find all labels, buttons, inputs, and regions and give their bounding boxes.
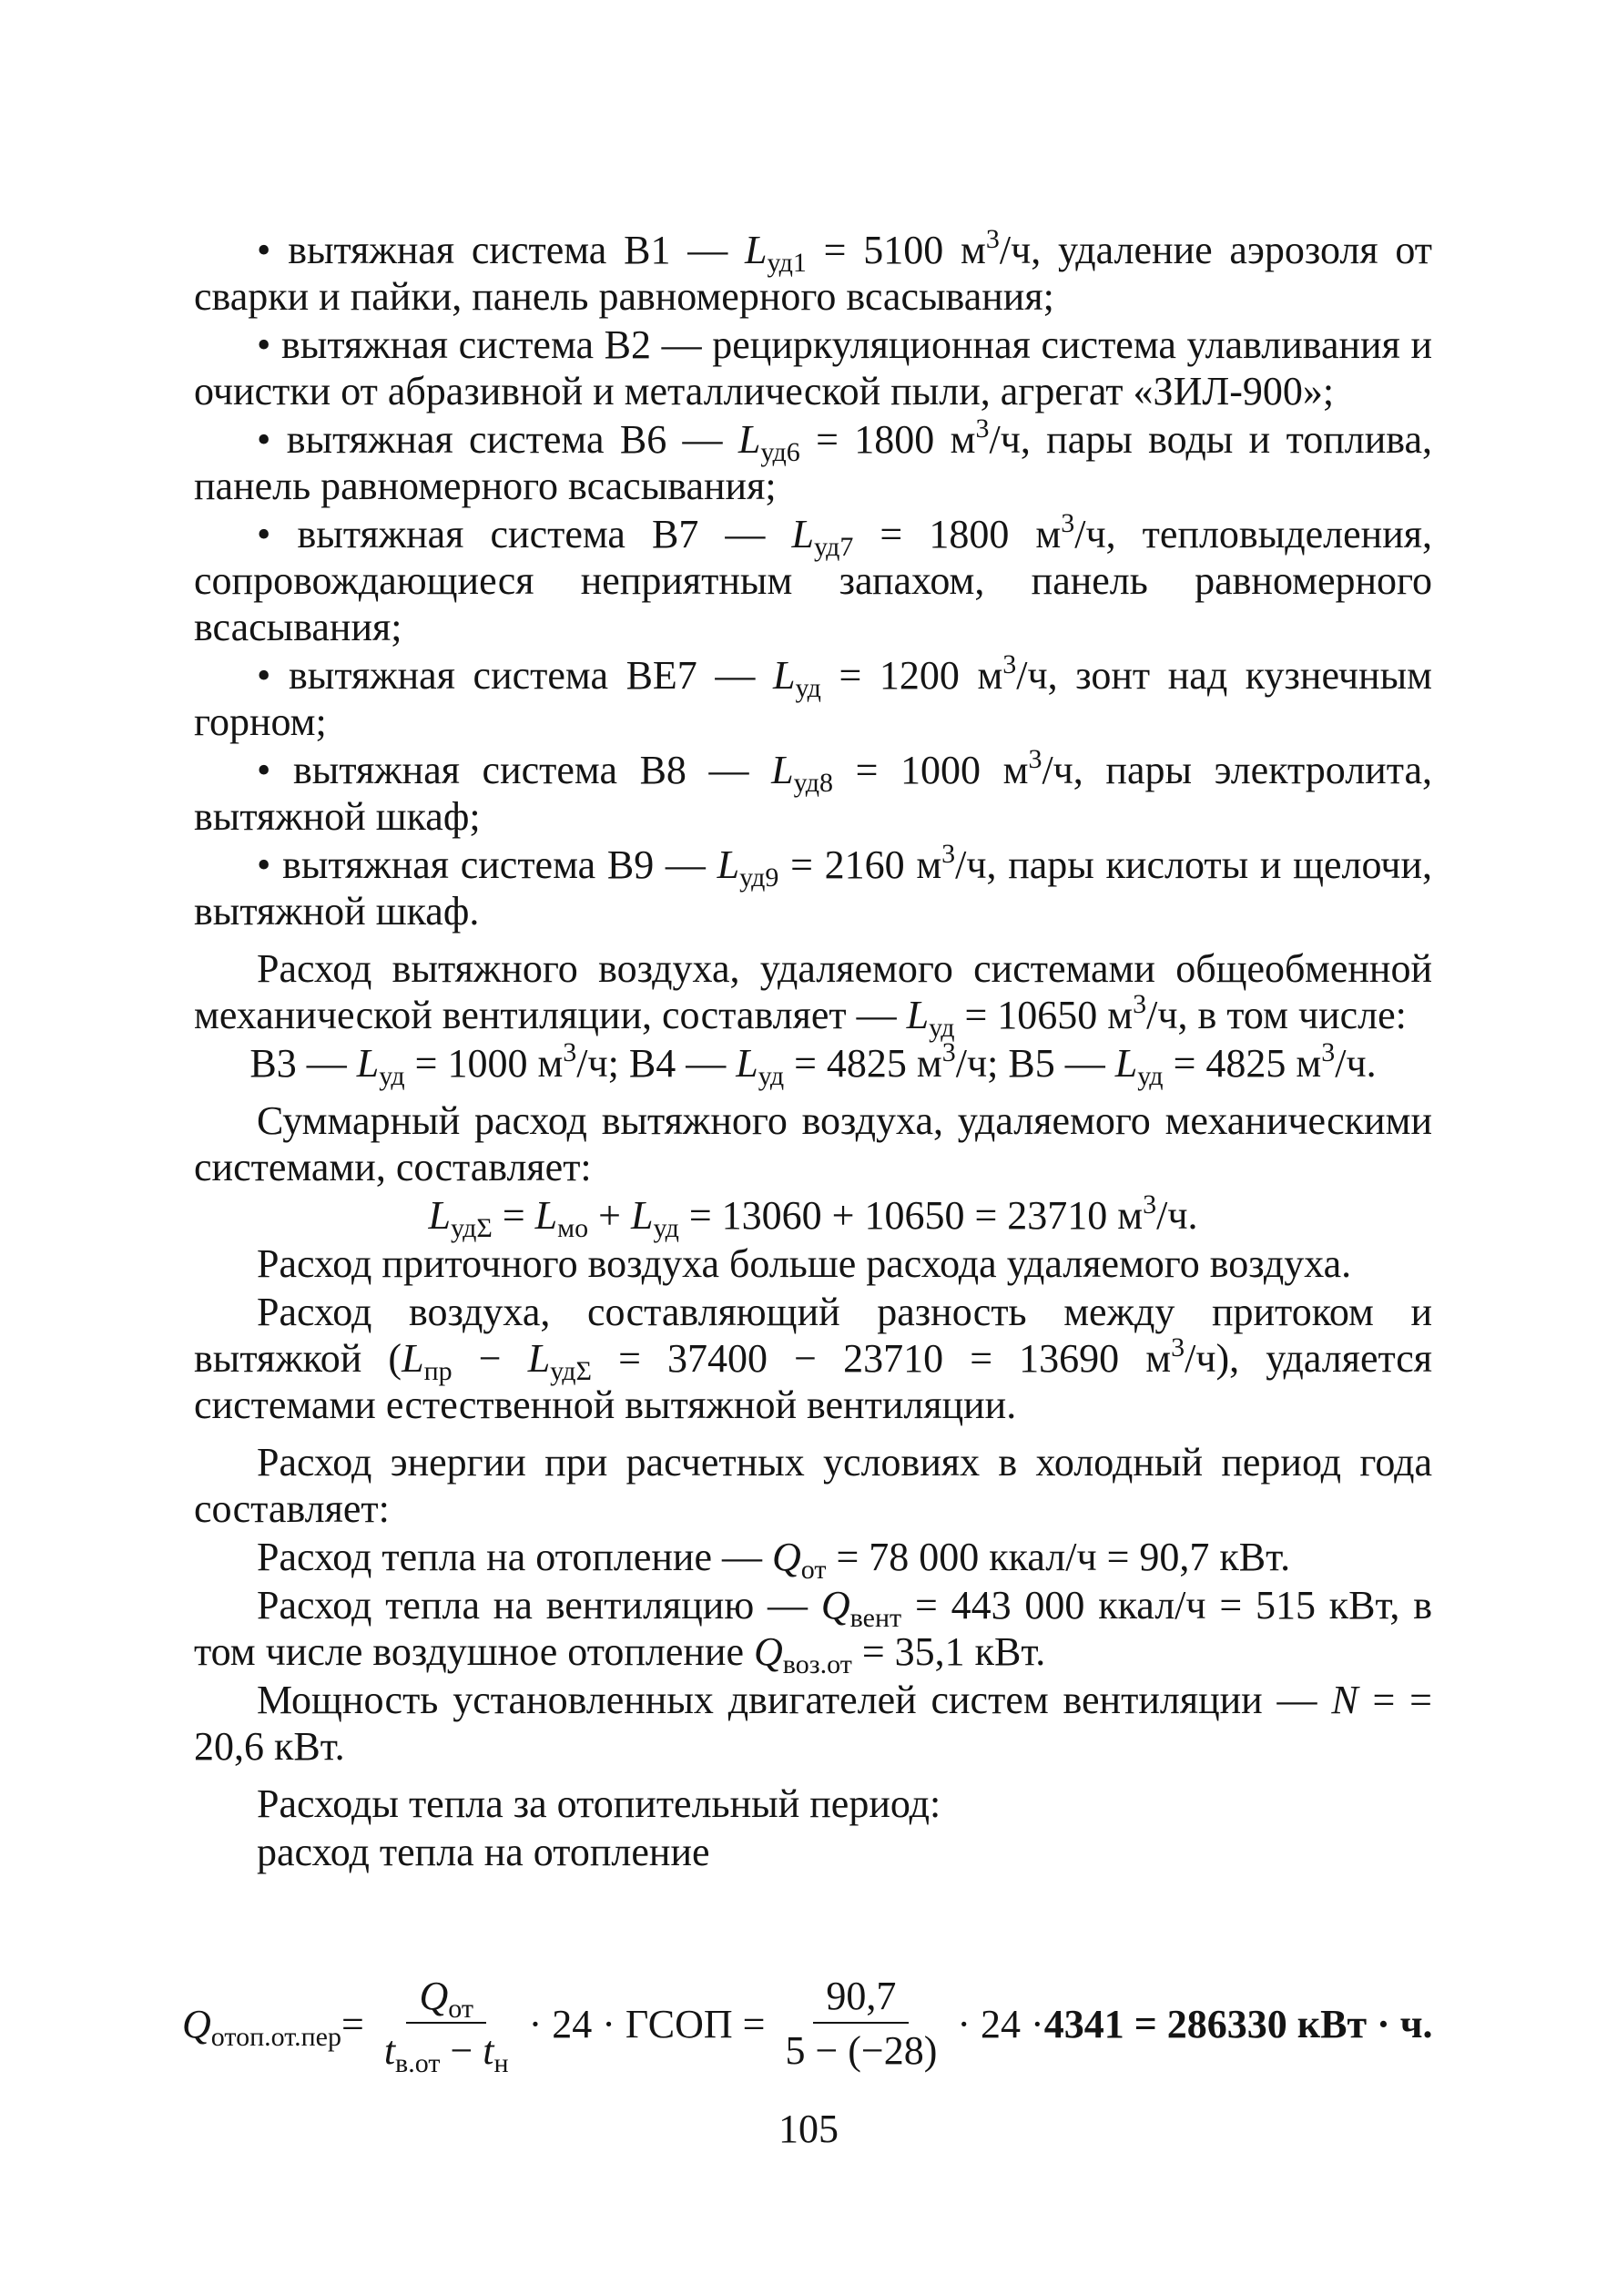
fraction-numeric: $\frac{90,7}{5 - (-28)}$ <box>785 1974 938 2073</box>
list-item: • вытяжная система В1 — $L_{уд1} = 5100$ $м^3/ч$, удаление аэрозоля от сварки и пайки, панель равномерного всасывания; <box>194 224 1432 319</box>
paragraph: Мощность установленных двигателей систем вентиляции — N = = 20,6 кВт. <box>194 1678 1432 1769</box>
paragraph: Расход тепла на вентиляцию — $Q_{вент} = 443$ 000 ккал/ч = 515 кВт, в том числе воздушное отопление $Q_{воз.от} = 35,1$ кВт. <box>194 1583 1432 1679</box>
text-column <box>194 224 1433 1877</box>
list-item: • вытяжная система В7 — $L_{уд7} = 1800$ $м^3/ч$, тепловыделения, сопровождающиеся неприятным запахом, панель равномерного всасывания; <box>194 508 1432 649</box>
paragraph: Расход энергии при расчетных условиях в холодный период года составляет: <box>194 1440 1432 1531</box>
paragraph: Расход воздуха, составляющий разность между притоком и вытяжкой ($L_{пр} - L_{уд\Sigma} = 37400 - 23710 = 13690$ $м^3/ч$), удаляется системами естественной вытяжной вентиляции. <box>194 1290 1433 1427</box>
fraction-heat-over-temp: $\frac{Q_{от}}{t_{в.от} - t_н}$ <box>383 1974 509 2078</box>
paragraph: В3 — $L_{уд} = 1000$ $м^3/ч$; В4 — $L_{уд} = 4825$ $м^3/ч$; В5 — $L_{уд} = 4825$ $м^3/ч$. <box>249 1037 1377 1091</box>
paragraph: Суммарный расход вытяжного воздуха, удаляемого механическими системами, составляет: <box>194 1098 1432 1189</box>
list-item: • вытяжная система В9 — $L_{уд9} = 2160$ $м^3/ч$, пары кислоты и щелочи, вытяжной шкаф. <box>194 839 1432 934</box>
list-item: • вытяжная система В6 — $L_{уд6} = 1800$ $м^3/ч$, пары воды и топлива, панель равномерного всасывания; <box>194 413 1432 508</box>
formula-lhs: $Q_{отоп.от.пер}$ <box>182 2001 341 2052</box>
list-item: • вытяжная система В8 — $L_{уд8} = 1000$ $м^3/ч$, пары электролита, вытяжной шкаф; <box>194 744 1432 839</box>
paragraph: Расход вытяжного воздуха, удаляемого системами общеобменной механической вентиляции, составляет — $L_{уд} = 10650$ $м^3/ч$, в том числе: <box>194 946 1432 1043</box>
paragraph: Расход приточного воздуха больше расхода удаляемого воздуха. <box>257 1241 1352 1286</box>
equation: $L_{уд\Sigma} = L_{мо} + L_{уд} = 13060 + 10650 = 23710$ $м^3/ч$. <box>428 1189 1198 1243</box>
heat-consumption-formula: $Q_{отоп.от.пер}$ = $\frac{Q_{от}}{t_{в.от} - t_н}$ · 24 · ГСОП = $\frac{90,7}{5 - (-28)}$ · 24 · 4341 = 286330 кВт · ч. <box>182 1974 1433 2078</box>
paragraph: расход тепла на отопление <box>257 1830 710 1874</box>
paragraph: Расходы тепла за отопительный период: <box>257 1781 941 1826</box>
list-item: • вытяжная система ВЕ7 — $L_{уд} = 1200$ $м^3/ч$, зонт над кузнечным горном; <box>194 649 1432 744</box>
page-number: 105 <box>778 2107 839 2151</box>
paragraph: Расход тепла на отопление — $Q_{от} = 78$ 000 ккал/ч = 90,7 кВт. <box>257 1535 1291 1585</box>
list-item: • вытяжная система В2 — рециркуляционная система улавливания и очистки от абразивной и металлической пыли, агрегат «ЗИЛ-900»; <box>194 322 1432 413</box>
